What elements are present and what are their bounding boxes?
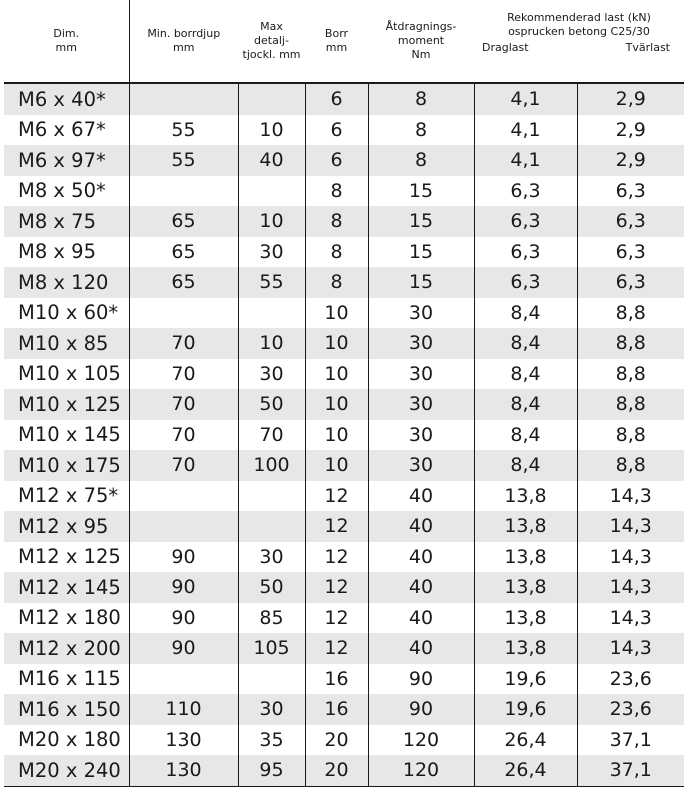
cell-torque: 120 [368, 755, 474, 786]
cell-max-thickness [238, 176, 305, 207]
cell-dim: M8 x 75 [4, 206, 129, 237]
cell-shear: 37,1 [577, 725, 684, 756]
cell-max-thickness: 95 [238, 755, 305, 786]
table-row [4, 267, 684, 298]
table-row [4, 755, 684, 786]
cell-min-depth: 90 [129, 542, 238, 573]
cell-min-depth: 70 [129, 389, 238, 420]
header-torque: Åtdragnings- moment Nm [368, 0, 474, 83]
cell-min-depth: 55 [129, 115, 238, 146]
cell-torque: 40 [368, 511, 474, 542]
cell-dim: M20 x 240 [4, 755, 129, 786]
cell-drill: 10 [305, 450, 368, 481]
cell-dim: M12 x 200 [4, 633, 129, 664]
table-row [4, 511, 684, 542]
cell-max-thickness: 30 [238, 237, 305, 268]
cell-shear: 23,6 [577, 694, 684, 725]
cell-torque: 30 [368, 450, 474, 481]
cell-min-depth [129, 83, 238, 115]
cell-dim: M10 x 85 [4, 328, 129, 359]
cell-shear: 8,8 [577, 328, 684, 359]
cell-max-thickness: 105 [238, 633, 305, 664]
cell-shear: 2,9 [577, 115, 684, 146]
cell-max-thickness: 35 [238, 725, 305, 756]
cell-torque: 30 [368, 389, 474, 420]
cell-tensile: 13,8 [474, 603, 577, 634]
cell-drill: 20 [305, 755, 368, 786]
header-row [4, 0, 684, 83]
table-row [4, 420, 684, 451]
cell-torque: 8 [368, 83, 474, 115]
cell-tensile: 8,4 [474, 420, 577, 451]
cell-torque: 30 [368, 328, 474, 359]
cell-drill: 12 [305, 633, 368, 664]
cell-tensile: 6,3 [474, 176, 577, 207]
cell-shear: 8,8 [577, 420, 684, 451]
cell-dim: M10 x 105 [4, 359, 129, 390]
cell-min-depth: 70 [129, 450, 238, 481]
cell-torque: 8 [368, 145, 474, 176]
cell-shear: 6,3 [577, 176, 684, 207]
cell-dim: M16 x 150 [4, 694, 129, 725]
cell-max-thickness: 40 [238, 145, 305, 176]
cell-max-thickness: 10 [238, 328, 305, 359]
cell-dim: M10 x 145 [4, 420, 129, 451]
cell-tensile: 13,8 [474, 481, 577, 512]
cell-tensile: 26,4 [474, 755, 577, 786]
cell-drill: 10 [305, 298, 368, 329]
cell-torque: 40 [368, 481, 474, 512]
cell-max-thickness: 55 [238, 267, 305, 298]
cell-dim: M12 x 75* [4, 481, 129, 512]
header-recommended-load: Rekommenderad last (kN) osprucken betong C25/30 Draglast Tvärlast [474, 0, 684, 83]
cell-min-depth: 110 [129, 694, 238, 725]
cell-dim: M12 x 95 [4, 511, 129, 542]
cell-drill: 12 [305, 481, 368, 512]
cell-dim: M12 x 180 [4, 603, 129, 634]
table-row [4, 237, 684, 268]
cell-tensile: 8,4 [474, 328, 577, 359]
cell-min-depth [129, 298, 238, 329]
cell-shear: 2,9 [577, 83, 684, 115]
cell-drill: 6 [305, 83, 368, 115]
cell-max-thickness: 85 [238, 603, 305, 634]
table-row [4, 298, 684, 329]
table-row [4, 481, 684, 512]
cell-shear: 37,1 [577, 755, 684, 786]
table-row [4, 176, 684, 207]
cell-dim: M12 x 145 [4, 572, 129, 603]
cell-min-depth: 65 [129, 237, 238, 268]
cell-drill: 10 [305, 420, 368, 451]
cell-min-depth: 70 [129, 420, 238, 451]
cell-shear: 6,3 [577, 267, 684, 298]
cell-tensile: 4,1 [474, 145, 577, 176]
cell-max-thickness: 30 [238, 694, 305, 725]
cell-max-thickness: 30 [238, 542, 305, 573]
cell-min-depth [129, 664, 238, 695]
cell-min-depth: 55 [129, 145, 238, 176]
cell-min-depth [129, 511, 238, 542]
cell-dim: M20 x 180 [4, 725, 129, 756]
cell-dim: M6 x 97* [4, 145, 129, 176]
cell-min-depth [129, 481, 238, 512]
cell-min-depth: 130 [129, 755, 238, 786]
cell-drill: 16 [305, 664, 368, 695]
cell-min-depth: 70 [129, 359, 238, 390]
cell-drill: 6 [305, 145, 368, 176]
cell-shear: 8,8 [577, 359, 684, 390]
cell-shear: 6,3 [577, 206, 684, 237]
cell-dim: M8 x 50* [4, 176, 129, 207]
table-row [4, 694, 684, 725]
header-drill: Borr mm [305, 0, 368, 83]
cell-max-thickness [238, 83, 305, 115]
table-row [4, 328, 684, 359]
cell-min-depth: 90 [129, 603, 238, 634]
cell-shear: 14,3 [577, 481, 684, 512]
table-row [4, 633, 684, 664]
cell-dim: M8 x 120 [4, 267, 129, 298]
cell-max-thickness: 70 [238, 420, 305, 451]
cell-tensile: 13,8 [474, 633, 577, 664]
cell-tensile: 8,4 [474, 450, 577, 481]
cell-torque: 30 [368, 420, 474, 451]
cell-shear: 6,3 [577, 237, 684, 268]
cell-tensile: 13,8 [474, 511, 577, 542]
cell-max-thickness: 30 [238, 359, 305, 390]
cell-min-depth: 130 [129, 725, 238, 756]
cell-tensile: 6,3 [474, 267, 577, 298]
cell-tensile: 4,1 [474, 83, 577, 115]
cell-tensile: 4,1 [474, 115, 577, 146]
cell-shear: 14,3 [577, 542, 684, 573]
cell-drill: 12 [305, 542, 368, 573]
cell-shear: 8,8 [577, 389, 684, 420]
cell-drill: 6 [305, 115, 368, 146]
cell-max-thickness: 50 [238, 572, 305, 603]
cell-dim: M6 x 67* [4, 115, 129, 146]
table-row [4, 206, 684, 237]
cell-dim: M16 x 115 [4, 664, 129, 695]
cell-torque: 15 [368, 267, 474, 298]
cell-dim: M10 x 60* [4, 298, 129, 329]
cell-torque: 90 [368, 664, 474, 695]
cell-dim: M12 x 125 [4, 542, 129, 573]
cell-dim: M10 x 125 [4, 389, 129, 420]
cell-drill: 10 [305, 328, 368, 359]
table-row [4, 359, 684, 390]
cell-drill: 8 [305, 267, 368, 298]
cell-max-thickness: 100 [238, 450, 305, 481]
cell-tensile: 6,3 [474, 206, 577, 237]
cell-shear: 14,3 [577, 572, 684, 603]
cell-max-thickness [238, 481, 305, 512]
cell-shear: 8,8 [577, 450, 684, 481]
table-row [4, 603, 684, 634]
cell-torque: 8 [368, 115, 474, 146]
cell-shear: 14,3 [577, 511, 684, 542]
cell-min-depth: 90 [129, 633, 238, 664]
cell-torque: 120 [368, 725, 474, 756]
cell-tensile: 19,6 [474, 664, 577, 695]
table-row [4, 389, 684, 420]
cell-min-depth: 65 [129, 267, 238, 298]
cell-max-thickness [238, 298, 305, 329]
cell-max-thickness [238, 664, 305, 695]
cell-dim: M8 x 95 [4, 237, 129, 268]
header-min-depth: Min. borrdjup mm [129, 0, 238, 83]
cell-max-thickness: 10 [238, 206, 305, 237]
cell-dim: M6 x 40* [4, 83, 129, 115]
cell-shear: 8,8 [577, 298, 684, 329]
cell-shear: 23,6 [577, 664, 684, 695]
table-row [4, 83, 684, 115]
cell-tensile: 13,8 [474, 542, 577, 573]
table-row [4, 145, 684, 176]
anchor-spec-table [4, 0, 684, 787]
cell-min-depth [129, 176, 238, 207]
cell-drill: 10 [305, 359, 368, 390]
cell-tensile: 8,4 [474, 389, 577, 420]
table-row [4, 664, 684, 695]
cell-tensile: 8,4 [474, 298, 577, 329]
cell-torque: 40 [368, 603, 474, 634]
cell-drill: 8 [305, 237, 368, 268]
cell-drill: 12 [305, 572, 368, 603]
cell-torque: 15 [368, 176, 474, 207]
cell-torque: 15 [368, 237, 474, 268]
cell-tensile: 6,3 [474, 237, 577, 268]
header-shear: Tvärlast [625, 41, 670, 54]
header-tensile: Draglast [482, 41, 529, 54]
cell-torque: 40 [368, 542, 474, 573]
cell-torque: 30 [368, 359, 474, 390]
cell-torque: 40 [368, 572, 474, 603]
table-row [4, 450, 684, 481]
cell-min-depth: 90 [129, 572, 238, 603]
table-row [4, 572, 684, 603]
cell-drill: 12 [305, 603, 368, 634]
cell-max-thickness: 10 [238, 115, 305, 146]
cell-shear: 14,3 [577, 633, 684, 664]
cell-tensile: 13,8 [474, 572, 577, 603]
cell-drill: 16 [305, 694, 368, 725]
cell-tensile: 26,4 [474, 725, 577, 756]
cell-torque: 40 [368, 633, 474, 664]
cell-torque: 30 [368, 298, 474, 329]
cell-tensile: 8,4 [474, 359, 577, 390]
cell-drill: 8 [305, 176, 368, 207]
cell-shear: 2,9 [577, 145, 684, 176]
cell-max-thickness [238, 511, 305, 542]
cell-torque: 90 [368, 694, 474, 725]
table-row [4, 542, 684, 573]
cell-drill: 10 [305, 389, 368, 420]
header-dim: Dim. mm [4, 0, 129, 83]
cell-torque: 15 [368, 206, 474, 237]
header-max-thickness: Max detalj- tjockl. mm [238, 0, 305, 83]
cell-dim: M10 x 175 [4, 450, 129, 481]
table-row [4, 725, 684, 756]
cell-drill: 12 [305, 511, 368, 542]
cell-max-thickness: 50 [238, 389, 305, 420]
cell-shear: 14,3 [577, 603, 684, 634]
cell-tensile: 19,6 [474, 694, 577, 725]
cell-drill: 20 [305, 725, 368, 756]
cell-drill: 8 [305, 206, 368, 237]
cell-min-depth: 70 [129, 328, 238, 359]
cell-min-depth: 65 [129, 206, 238, 237]
table-row [4, 115, 684, 146]
